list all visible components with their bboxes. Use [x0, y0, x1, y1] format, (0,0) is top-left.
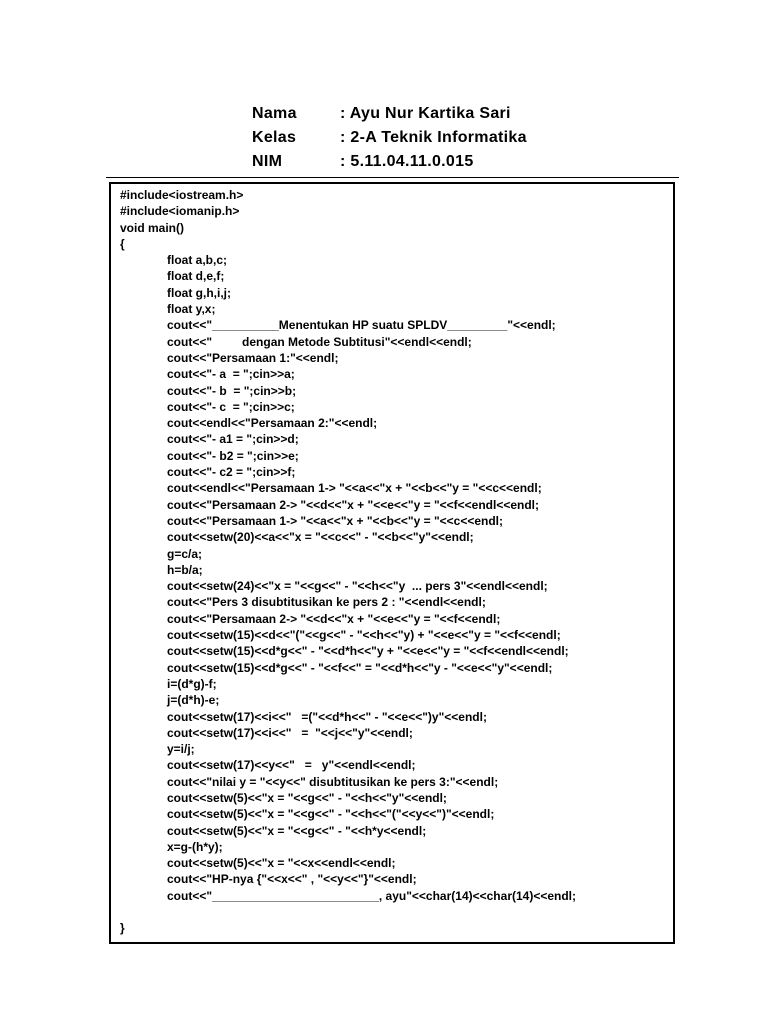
code-line: cout<<"- c = ";cin>>c;	[167, 399, 295, 414]
code-line: #include<iomanip.h>	[120, 204, 240, 219]
code-line: cout<<"Pers 3 disubtitusikan ke pers 2 : "<<endl<<endl;	[167, 595, 486, 610]
code-line: cout<<setw(24)<<"x = "<<g<<" - "<<h<<"y ... pers 3"<<endl<<endl;	[167, 579, 548, 594]
code-line: float a,b,c;	[167, 253, 228, 268]
code-line: cout<<"Persamaan 1:"<<endl;	[167, 350, 339, 365]
code-line: cout<<"Persamaan 1-> "<<a<<"x + "<<b<<"y = "<<c<<endl;	[167, 513, 504, 528]
code-line: cout<<setw(5)<<"x = "<<x<<endl<<endl;	[167, 856, 396, 871]
code-line: cout<<setw(15)<<d*g<<" - "<<f<<" = "<<d*h<<"y - "<<e<<"y"<<endl;	[167, 660, 553, 675]
code-line: h=b/a;	[167, 562, 203, 577]
nim-row	[252, 150, 527, 174]
code-line: cout<<setw(5)<<"x = "<<g<<" - "<<h*y<<endl;	[167, 823, 427, 838]
code-line: cout<<"- b = ";cin>>b;	[167, 383, 297, 398]
nim-value: : 5.11.04.11.0.015	[340, 153, 474, 170]
code-line: cout<<"- b2 = ";cin>>e;	[167, 448, 299, 463]
code-line: float y,x;	[167, 302, 216, 317]
code-line: cout<<setw(5)<<"x = "<<g<<" - "<<h<<"("<<y<<")"<<endl;	[167, 807, 495, 822]
name-value: : Ayu Nur Kartika Sari	[340, 105, 511, 122]
code-line: cout<<"Persamaan 2-> "<<d<<"x + "<<e<<"y = "<<f<<endl<<endl;	[167, 497, 540, 512]
code-line: cout<<"Persamaan 2-> "<<d<<"x + "<<e<<"y = "<<f<<endl;	[167, 611, 501, 626]
code-line: cout<<setw(17)<<y<<" = y"<<endl<<endl;	[167, 758, 416, 773]
name-label: Nama	[252, 105, 297, 122]
code-line: j=(d*h)-e;	[167, 693, 220, 708]
student-info	[252, 102, 527, 174]
code-line: float g,h,i,j;	[167, 285, 231, 300]
code-line: cout<<"nilai y = "<<y<<" disubtitusikan ke pers 3:"<<endl;	[167, 774, 499, 789]
code-line: cout<<endl<<"Persamaan 1-> "<<a<<"x + "<<b<<"y = "<<c<<endl;	[167, 481, 542, 496]
header-divider	[106, 177, 679, 178]
code-line: cout<<" dengan Metode Subtitusi"<<endl<<endl;	[167, 334, 472, 349]
code-line: g=c/a;	[167, 546, 203, 561]
code-line: cout<<setw(17)<<i<<" = "<<j<<"y"<<endl;	[167, 725, 413, 740]
code-line: cout<<"HP-nya {"<<x<<" , "<<y<<"}"<<endl;	[167, 872, 417, 887]
code-line: #include<iostream.h>	[120, 188, 244, 202]
code-line: x=g-(h*y);	[167, 839, 223, 854]
class-row	[252, 126, 527, 150]
code-line: cout<<setw(20)<<a<<"x = "<<c<<" - "<<b<<"y"<<endl;	[167, 530, 474, 545]
name-row	[252, 102, 527, 126]
code-line: i=(d*g)-f;	[167, 676, 217, 691]
code-line: cout<<"- c2 = ";cin>>f;	[167, 465, 296, 480]
code-line: cout<<setw(17)<<i<<" =("<<d*h<<" - "<<e<<")y"<<endl;	[167, 709, 487, 724]
class-value: : 2-A Teknik Informatika	[340, 129, 527, 146]
code-line: {	[120, 236, 125, 251]
code-line: cout<<"_________________________, ayu"<<char(14)<<char(14)<<endl;	[167, 888, 577, 903]
code-line: cout<<"- a1 = ";cin>>d;	[167, 432, 299, 447]
code-line: cout<<setw(5)<<"x = "<<g<<" - "<<h<<"y"<<endl;	[167, 790, 447, 805]
code-line: cout<<"__________Menentukan HP suatu SPLDV_________"<<endl;	[167, 318, 556, 333]
code-line: cout<<setw(15)<<d*g<<" - "<<d*h<<"y + "<<e<<"y = "<<f<<endl<<endl;	[167, 644, 569, 659]
code-line: float d,e,f;	[167, 269, 225, 284]
code-line: y=i/j;	[167, 742, 195, 757]
code-body	[120, 252, 576, 904]
nim-label: NIM	[252, 153, 283, 170]
class-label: Kelas	[252, 129, 297, 146]
code-line: void main()	[120, 220, 185, 235]
blank-line	[120, 904, 576, 920]
code-line: }	[120, 921, 125, 936]
code-line: cout<<"- a = ";cin>>a;	[167, 367, 295, 382]
code-listing	[120, 187, 576, 937]
code-line: cout<<endl<<"Persamaan 2:"<<endl;	[167, 416, 378, 431]
code-line: cout<<setw(15)<<d<<"("<<g<<" - "<<h<<"y) + "<<e<<"y = "<<f<<endl;	[167, 628, 561, 643]
